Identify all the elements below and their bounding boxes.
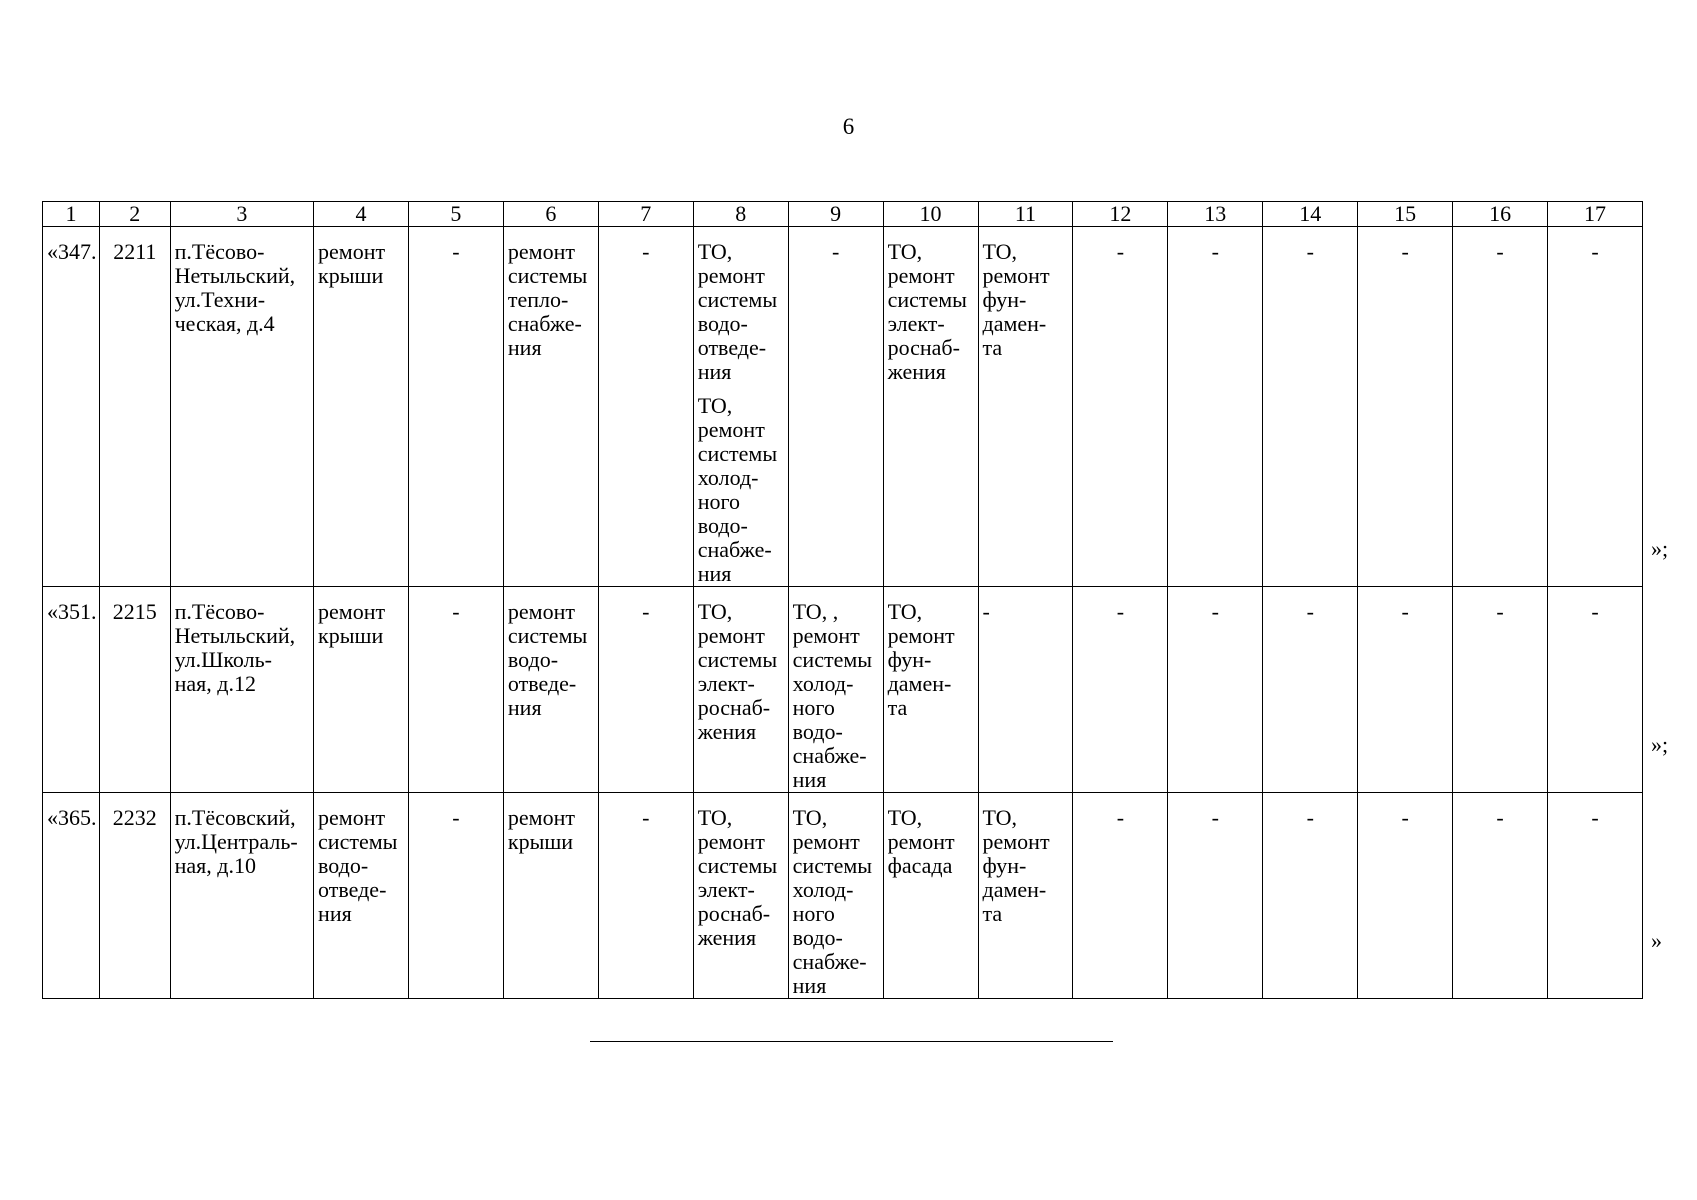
- table-cell: [170, 227, 313, 587]
- table-cell: [503, 793, 598, 999]
- table-cell: [978, 227, 1073, 587]
- cell-text: -: [1116, 805, 1125, 830]
- table-cell: [408, 793, 503, 999]
- cell-text: ремонт системы тепло- снабже- ния: [507, 239, 588, 360]
- cell-text: 2232: [112, 805, 157, 830]
- table-cell: [1263, 793, 1358, 999]
- cell-text: ТО, ремонт фун- дамен- та: [982, 239, 1050, 360]
- table-cell: [1263, 227, 1358, 587]
- cell-text: -: [982, 599, 990, 624]
- table-cell: [1168, 587, 1263, 793]
- table-cell: [99, 587, 170, 793]
- column-header: 5: [408, 202, 503, 227]
- column-header: 17: [1548, 202, 1643, 227]
- table-row: [43, 587, 1643, 793]
- table-cell: [1263, 587, 1358, 793]
- cell-text: -: [1116, 239, 1125, 264]
- cell-text: «347.: [47, 239, 97, 264]
- cell-text: -: [1496, 805, 1504, 830]
- table-cell: [1073, 587, 1168, 793]
- table-cell: [1453, 793, 1548, 999]
- table-cell: [598, 227, 693, 587]
- table-cell: [1168, 227, 1263, 587]
- table-row: [43, 793, 1643, 999]
- table-cell: [43, 587, 100, 793]
- table-cell: [788, 793, 883, 999]
- table-cell: [693, 587, 788, 793]
- table-cell: [1548, 793, 1643, 999]
- table-cell: [1168, 793, 1263, 999]
- cell-text: -: [1306, 599, 1314, 624]
- cell-text: ТО, ремонт системы элект- роснаб- жения: [887, 239, 967, 384]
- cell-text: ТО, ремонт системы холод- ного водо- снабже- ния: [697, 393, 778, 586]
- table-cell: [788, 227, 883, 587]
- column-header: 10: [883, 202, 978, 227]
- column-header: 9: [788, 202, 883, 227]
- table-cell: [1358, 227, 1453, 587]
- table-cell: [598, 587, 693, 793]
- cell-text: -: [831, 239, 840, 264]
- cell-text: -: [1591, 239, 1599, 264]
- cell-text: ТО, ремонт системы элект- роснаб- жения: [697, 805, 778, 950]
- header-row: [43, 202, 1643, 227]
- cell-text: 2211: [113, 239, 157, 264]
- cell-text: ТО, ремонт системы водо- отведе- ния: [697, 239, 778, 384]
- cell-text: ремонт системы водо- отведе- ния: [318, 805, 398, 926]
- cell-text: «351.: [47, 599, 97, 624]
- table-cell: [43, 227, 100, 587]
- table-cell: [1548, 227, 1643, 587]
- cell-text: -: [1496, 239, 1504, 264]
- cell-text: ремонт крыши: [318, 599, 386, 648]
- cell-text: 2215: [112, 599, 157, 624]
- table-cell: [314, 793, 409, 999]
- table-cell: [693, 227, 788, 587]
- cell-text: -: [642, 239, 650, 264]
- cell-text: п.Тёсовский, ул.Централь- ная, д.10: [174, 805, 298, 878]
- table-row: [43, 227, 1643, 587]
- cell-text: -: [1401, 239, 1409, 264]
- table-cell: [314, 227, 409, 587]
- column-header: 11: [978, 202, 1073, 227]
- column-header: 15: [1358, 202, 1453, 227]
- cell-text: ТО, ремонт фасада: [887, 805, 955, 878]
- table-cell: [1073, 227, 1168, 587]
- table-cell: [883, 227, 978, 587]
- cell-text: ТО, , ремонт системы холод- ного водо- снабже- ния: [792, 599, 873, 792]
- table-cell: [99, 227, 170, 587]
- column-header: 1: [43, 202, 100, 227]
- table-cell: [693, 793, 788, 999]
- table-cell: [408, 227, 503, 587]
- table-cell: [408, 587, 503, 793]
- cell-text: -: [1211, 239, 1219, 264]
- column-header: 16: [1453, 202, 1548, 227]
- column-header: 7: [598, 202, 693, 227]
- column-header: 8: [693, 202, 788, 227]
- table-cell: [1453, 587, 1548, 793]
- cell-text: «365.: [47, 805, 97, 830]
- table-cell: [170, 587, 313, 793]
- page-number: 6: [842, 114, 855, 139]
- table-cell: [99, 793, 170, 999]
- cell-text: -: [452, 239, 460, 264]
- cell-text: ТО, ремонт системы холод- ного водо- снабже- ния: [792, 805, 873, 998]
- column-header: 12: [1073, 202, 1168, 227]
- column-header: 6: [503, 202, 598, 227]
- table-cell: [883, 587, 978, 793]
- cell-text: -: [1116, 599, 1125, 624]
- column-header: 4: [314, 202, 409, 227]
- cell-text: -: [1591, 599, 1599, 624]
- cell-text: ремонт крыши: [318, 239, 386, 288]
- cell-text: -: [1211, 599, 1219, 624]
- cell-text: -: [1401, 599, 1409, 624]
- column-header: 3: [170, 202, 313, 227]
- table-cell: [978, 587, 1073, 793]
- cell-text: ТО, ремонт фун- дамен- та: [887, 599, 955, 720]
- cell-text: -: [452, 805, 460, 830]
- cell-text: -: [452, 599, 460, 624]
- column-header: 14: [1263, 202, 1358, 227]
- cell-text: ремонт крыши: [507, 805, 575, 854]
- cell-text: п.Тёсово- Нетыльский, ул.Техни- ческая, д.4: [174, 239, 296, 336]
- table-cell: [1548, 587, 1643, 793]
- cell-text: п.Тёсово- Нетыльский, ул.Школь- ная, д.12: [174, 599, 296, 696]
- column-header: 2: [99, 202, 170, 227]
- table-cell: [503, 587, 598, 793]
- table-cell: [314, 587, 409, 793]
- table-cell: [1073, 793, 1168, 999]
- table-cell: [1453, 227, 1548, 587]
- table-cell: [43, 793, 100, 999]
- repair-schedule-table: [42, 201, 1643, 999]
- table-cell: [978, 793, 1073, 999]
- cell-text: -: [1496, 599, 1504, 624]
- cell-text: ремонт системы водо- отведе- ния: [507, 599, 588, 720]
- table-cell: [598, 793, 693, 999]
- row-end-mark: »: [1651, 928, 1662, 953]
- cell-text: -: [642, 599, 650, 624]
- cell-text: -: [1401, 805, 1409, 830]
- cell-text: -: [1591, 805, 1599, 830]
- table-cell: [170, 793, 313, 999]
- table-cell: [1358, 587, 1453, 793]
- row-end-mark: »;: [1651, 536, 1669, 561]
- cell-text: ТО, ремонт системы элект- роснаб- жения: [697, 599, 778, 744]
- cell-text: -: [642, 805, 650, 830]
- cell-text: ТО, ремонт фун- дамен- та: [982, 805, 1050, 926]
- column-header: 13: [1168, 202, 1263, 227]
- table-cell: [503, 227, 598, 587]
- table-cell: [788, 587, 883, 793]
- cell-text: -: [1306, 239, 1314, 264]
- cell-text: -: [1306, 805, 1314, 830]
- cell-text: -: [1211, 805, 1219, 830]
- bottom-rule: [590, 1041, 1113, 1042]
- row-end-mark: »;: [1651, 732, 1669, 757]
- table-cell: [883, 793, 978, 999]
- table-cell: [1358, 793, 1453, 999]
